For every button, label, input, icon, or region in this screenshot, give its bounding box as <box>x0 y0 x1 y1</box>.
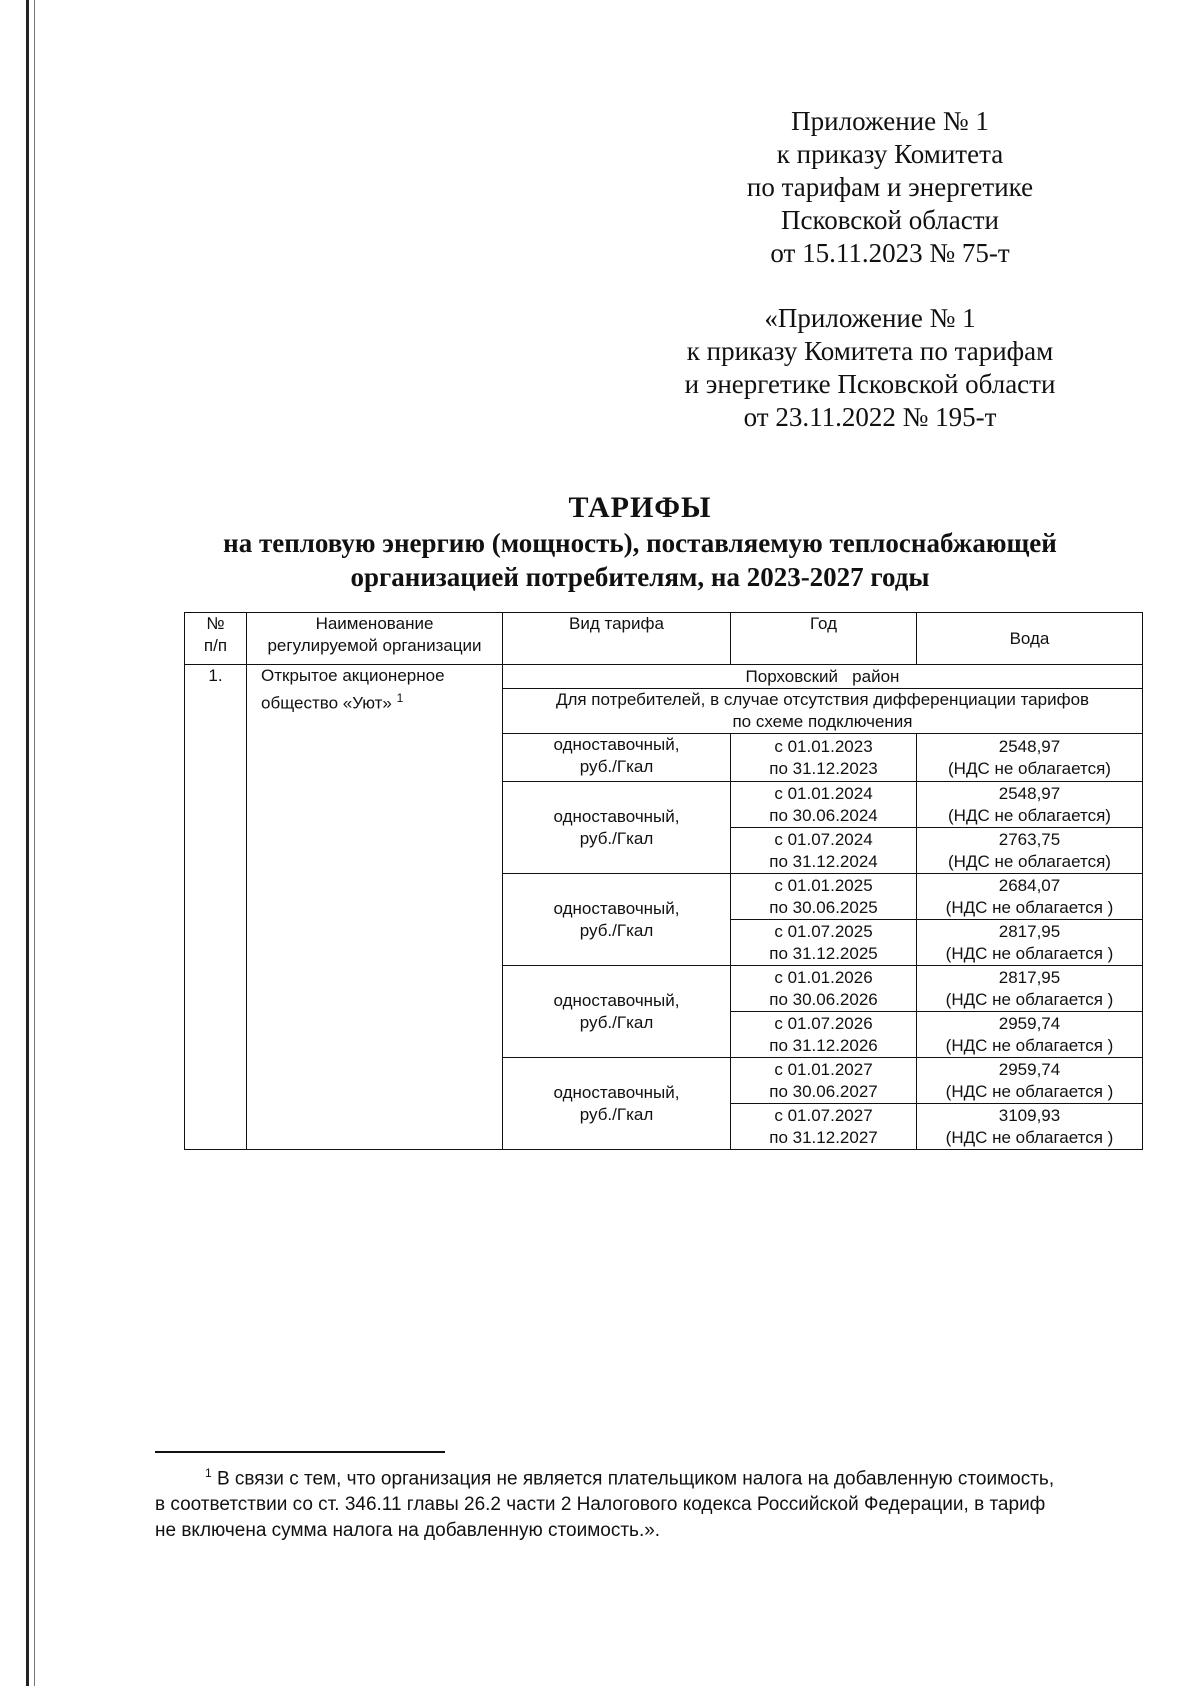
tariff-value: 2548,97 <box>998 783 1061 803</box>
title-subtitle-line: организацией потребителям, на 2023-2027 годы <box>350 562 930 592</box>
tariff-type-cell <box>503 1058 731 1150</box>
title-subtitle-line: на тепловую энергию (мощность), поставляемую теплоснабжающей <box>223 528 1057 558</box>
header-tariff-type: Вид тарифа <box>503 613 731 665</box>
appendix-line: Приложение № 1 <box>791 106 989 136</box>
tariff-type-cell <box>503 734 731 782</box>
tariff-value: 3109,93 <box>998 1105 1061 1125</box>
organization-text: Открытое акционерное <box>261 666 445 685</box>
water-tariff-cell <box>917 920 1143 966</box>
period-start: с 01.07.2024 <box>774 829 873 849</box>
period-cell <box>731 874 917 920</box>
period-cell <box>731 828 917 874</box>
period-end: по 31.12.2024 <box>769 851 878 871</box>
appendix-line: и энергетике Псковской области <box>684 369 1056 399</box>
header-year: Год <box>731 613 917 665</box>
period-end: по 30.06.2026 <box>769 989 878 1009</box>
header-organization <box>247 613 503 665</box>
tariff-type-text: одноставочный, <box>553 806 680 826</box>
period-end: по 31.12.2027 <box>769 1127 878 1147</box>
period-cell <box>731 1012 917 1058</box>
appendix-line: Псковской области <box>780 205 999 235</box>
binding-edge-secondary <box>34 0 35 1686</box>
table-header-row <box>185 613 1143 665</box>
tariff-value: 2763,75 <box>998 829 1061 849</box>
period-cell <box>731 966 917 1012</box>
appendix-line: «Приложение № 1 <box>764 303 976 333</box>
footnote-line: не включена сумма налога на добавленную стоимость.». <box>155 1520 661 1542</box>
period-start: с 01.07.2027 <box>774 1105 873 1125</box>
period-start: с 01.01.2025 <box>774 875 873 895</box>
organization-text: общество «Уют» <box>261 693 392 713</box>
tariff-type-text: руб./Гкал <box>579 828 654 848</box>
vat-note: (НДС не облагается ) <box>945 1081 1114 1101</box>
appendix-line: к приказу Комитета по тарифам <box>686 336 1054 366</box>
header-text: п/п <box>203 636 228 655</box>
tariff-type-text: одноставочный, <box>553 990 680 1010</box>
water-tariff-cell <box>917 966 1143 1012</box>
vat-note: (НДС не облагается ) <box>945 1035 1114 1055</box>
water-tariff-cell <box>917 1104 1143 1150</box>
header-text: Наименование <box>315 614 434 633</box>
tariff-value: 2959,74 <box>998 1059 1061 1079</box>
vat-note: (НДС не облагается) <box>948 851 1111 871</box>
period-start: с 01.07.2025 <box>774 921 873 941</box>
period-start: с 01.01.2026 <box>774 967 873 987</box>
row-number: 1. <box>185 665 247 1150</box>
appendix-line: к приказу Комитета <box>776 139 1004 169</box>
footnote-line: в соответствии со ст. 346.11 главы 26.2 части 2 Налогового кодекса Российской Федерации, в тариф <box>155 1494 1046 1516</box>
tariff-type-text: руб./Гкал <box>579 1012 654 1032</box>
tariff-table <box>184 612 1143 1150</box>
consumer-note-text: Для потребителей, в случае отсутствия дифференциации тарифов <box>555 690 1090 709</box>
water-tariff-cell <box>917 874 1143 920</box>
footnote-marker: 1 <box>205 1466 212 1480</box>
footnote-separator <box>155 1451 445 1453</box>
period-end: по 30.06.2027 <box>769 1081 878 1101</box>
header-number <box>185 613 247 665</box>
tariff-value: 2684,07 <box>998 875 1061 895</box>
vat-note: (НДС не облагается) <box>948 805 1111 825</box>
appendix-line: от 15.11.2023 № 75-т <box>770 238 1010 268</box>
tariff-value: 2817,95 <box>998 921 1061 941</box>
period-cell <box>731 734 917 782</box>
water-tariff-cell <box>917 782 1143 828</box>
tariff-type-text: одноставочный, <box>553 1082 680 1102</box>
footnote <box>155 1460 1115 1544</box>
tariff-type-text: одноставочный, <box>553 898 680 918</box>
water-tariff-cell <box>917 734 1143 782</box>
tariff-type-cell <box>503 874 731 966</box>
vat-note: (НДС не облагается ) <box>945 943 1114 963</box>
tariff-type-cell <box>503 782 731 874</box>
period-cell <box>731 1104 917 1150</box>
period-end: по 31.12.2025 <box>769 943 878 963</box>
tariff-type-text: руб./Гкал <box>579 1104 654 1124</box>
period-end: по 31.12.2023 <box>769 758 878 778</box>
organization-name <box>247 665 503 1150</box>
binding-edge <box>26 0 29 1686</box>
water-tariff-cell <box>917 1012 1143 1058</box>
appendix-previous <box>640 302 1100 434</box>
vat-note: (НДС не облагается) <box>948 758 1111 778</box>
period-cell <box>731 1058 917 1104</box>
period-start: с 01.01.2024 <box>774 783 873 803</box>
period-cell <box>731 782 917 828</box>
header-water: Вода <box>917 613 1143 665</box>
appendix-line: по тарифам и энергетике <box>746 172 1034 202</box>
footnote-marker: 1 <box>396 691 404 705</box>
tariff-value: 2548,97 <box>998 736 1061 756</box>
tariff-type-text: руб./Гкал <box>579 920 654 940</box>
header-text: № <box>206 614 225 633</box>
consumer-note <box>503 689 1143 734</box>
tariff-value: 2817,95 <box>998 967 1061 987</box>
vat-note: (НДС не облагается ) <box>945 897 1114 917</box>
period-cell <box>731 920 917 966</box>
period-start: с 01.01.2027 <box>774 1059 873 1079</box>
table-row <box>185 665 1143 689</box>
header-text: регулируемой организации <box>267 636 482 655</box>
district-name: Порховский район <box>503 665 1143 689</box>
water-tariff-cell <box>917 1058 1143 1104</box>
period-start: с 01.07.2026 <box>774 1013 873 1033</box>
appendix-current <box>700 105 1080 270</box>
footnote-line <box>155 1460 1115 1492</box>
period-start: с 01.01.2023 <box>774 736 873 756</box>
appendix-line: от 23.11.2022 № 195-т <box>743 402 997 432</box>
tariff-type-text: одноставочный, <box>553 735 680 754</box>
period-end: по 30.06.2025 <box>769 897 878 917</box>
vat-note: (НДС не облагается ) <box>945 1127 1114 1147</box>
vat-note: (НДС не облагается ) <box>945 989 1114 1009</box>
document-title <box>180 490 1100 594</box>
footnote-text: В связи с тем, что организация не является плательщиком налога на добавленную стоимость, <box>216 1468 1055 1490</box>
water-tariff-cell <box>917 828 1143 874</box>
tariff-type-text: руб./Гкал <box>579 757 654 776</box>
tariff-type-cell <box>503 966 731 1058</box>
period-end: по 31.12.2026 <box>769 1035 878 1055</box>
period-end: по 30.06.2024 <box>769 805 878 825</box>
title-main: ТАРИФЫ <box>568 491 712 524</box>
tariff-value: 2959,74 <box>998 1013 1061 1033</box>
consumer-note-text: по схеме подключения <box>732 712 913 731</box>
